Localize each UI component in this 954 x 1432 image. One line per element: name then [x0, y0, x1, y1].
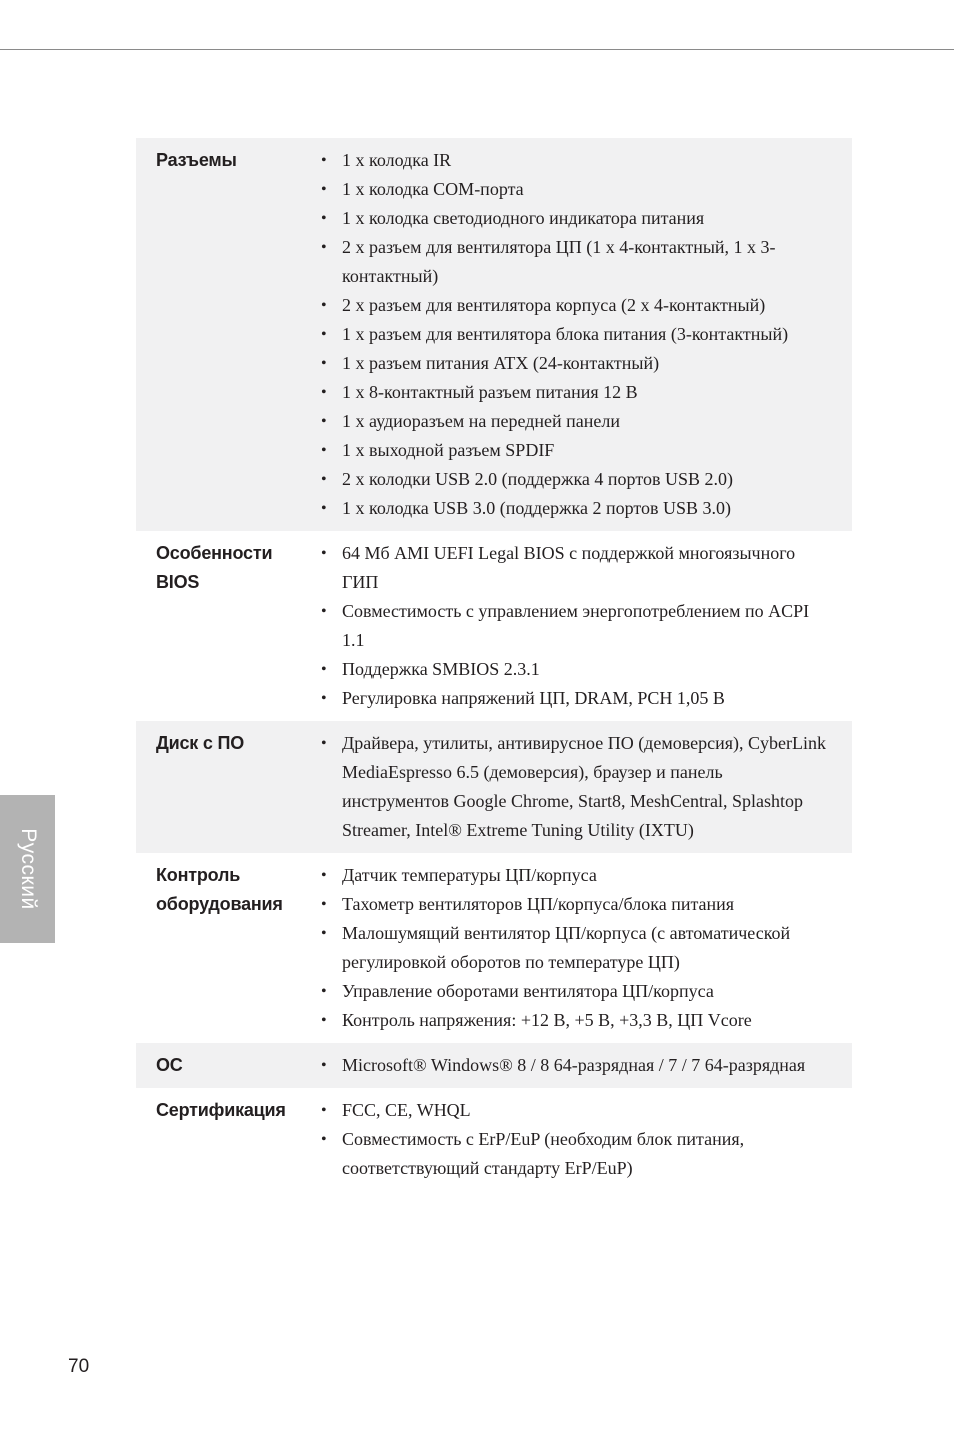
- spec-label: Диск с ПО: [156, 733, 245, 753]
- language-side-tab: [0, 795, 55, 943]
- spec-row-certification: [136, 1088, 852, 1191]
- spec-item: • FCC, CE, WHQL: [321, 1096, 832, 1125]
- spec-item-list: [321, 146, 832, 523]
- spec-item: • 1 x колодка светодиодного индикатора питания: [321, 204, 832, 233]
- specifications-table: [136, 138, 852, 1191]
- spec-item: • 2 x разъем для вентилятора ЦП (1 x 4-контактный, 1 x 3-контактный): [321, 233, 832, 291]
- spec-item: • Контроль напряжения: +12 В, +5 В, +3,3 В, ЦП Vcore: [321, 1006, 832, 1035]
- spec-row-os: [136, 1043, 852, 1088]
- spec-item: • Тахометр вентиляторов ЦП/корпуса/блока питания: [321, 890, 832, 919]
- spec-item: • Microsoft® Windows® 8 / 8 64-разрядная / 7 / 7 64-разрядная: [321, 1051, 832, 1080]
- spec-item: • Регулировка напряжений ЦП, DRAM, PCH 1,05 В: [321, 684, 832, 713]
- header-rule: [0, 49, 954, 50]
- spec-item-list: [321, 539, 832, 713]
- spec-item: • Управление оборотами вентилятора ЦП/корпуса: [321, 977, 832, 1006]
- spec-item: • Совместимость с ErP/EuP (необходим блок питания, соответствующий стандарту ErP/EuP): [321, 1125, 832, 1183]
- spec-label: Разъемы: [156, 150, 237, 170]
- spec-label: Сертификация: [156, 1100, 286, 1120]
- spec-row-hardware-monitor: [136, 853, 852, 1043]
- spec-item: • 1 x разъем питания ATX (24-контактный): [321, 349, 832, 378]
- spec-item-list: [321, 1096, 832, 1183]
- language-tab-label: Русский: [16, 828, 40, 910]
- spec-item: • 1 x аудиоразъем на передней панели: [321, 407, 832, 436]
- spec-item: • 1 x колодка IR: [321, 146, 832, 175]
- spec-item: • 2 x разъем для вентилятора корпуса (2 x 4-контактный): [321, 291, 832, 320]
- page-number: 70: [68, 1356, 90, 1377]
- spec-row-software-disc: [136, 721, 852, 853]
- spec-item: • Датчик температуры ЦП/корпуса: [321, 861, 832, 890]
- spec-row-bios: [136, 531, 852, 721]
- spec-item: • Поддержка SMBIOS 2.3.1: [321, 655, 832, 684]
- spec-row-connectors: [136, 138, 852, 531]
- spec-item: • 1 x выходной разъем SPDIF: [321, 436, 832, 465]
- spec-item: • Драйвера, утилиты, антивирусное ПО (демоверсия), CyberLink MediaEspresso 6.5 (демоверсия), браузер и панель инструментов Google Chrome, Start8, MeshCentral, Splashtop Streamer, Intel® Extreme Tuning Utility (IXTU): [321, 729, 832, 845]
- spec-item: • Малошумящий вентилятор ЦП/корпуса (с автоматической регулировкой оборотов по температуре ЦП): [321, 919, 832, 977]
- spec-item: • 1 x 8-контактный разъем питания 12 В: [321, 378, 832, 407]
- spec-item: • Совместимость с управлением энергопотреблением по ACPI 1.1: [321, 597, 832, 655]
- spec-label: Особенности BIOS: [156, 543, 273, 592]
- spec-item-list: [321, 729, 832, 845]
- spec-item: • 1 x колодка USB 3.0 (поддержка 2 портов USB 3.0): [321, 494, 832, 523]
- spec-item-list: [321, 861, 832, 1035]
- spec-item: • 1 x разъем для вентилятора блока питания (3-контактный): [321, 320, 832, 349]
- spec-item: • 2 x колодки USB 2.0 (поддержка 4 портов USB 2.0): [321, 465, 832, 494]
- spec-item: • 64 Мб AMI UEFI Legal BIOS с поддержкой многоязычного ГИП: [321, 539, 832, 597]
- spec-label: Контроль оборудования: [156, 865, 283, 914]
- spec-item: • 1 x колодка COM-порта: [321, 175, 832, 204]
- spec-item-list: [321, 1051, 832, 1080]
- spec-label: ОС: [156, 1055, 183, 1075]
